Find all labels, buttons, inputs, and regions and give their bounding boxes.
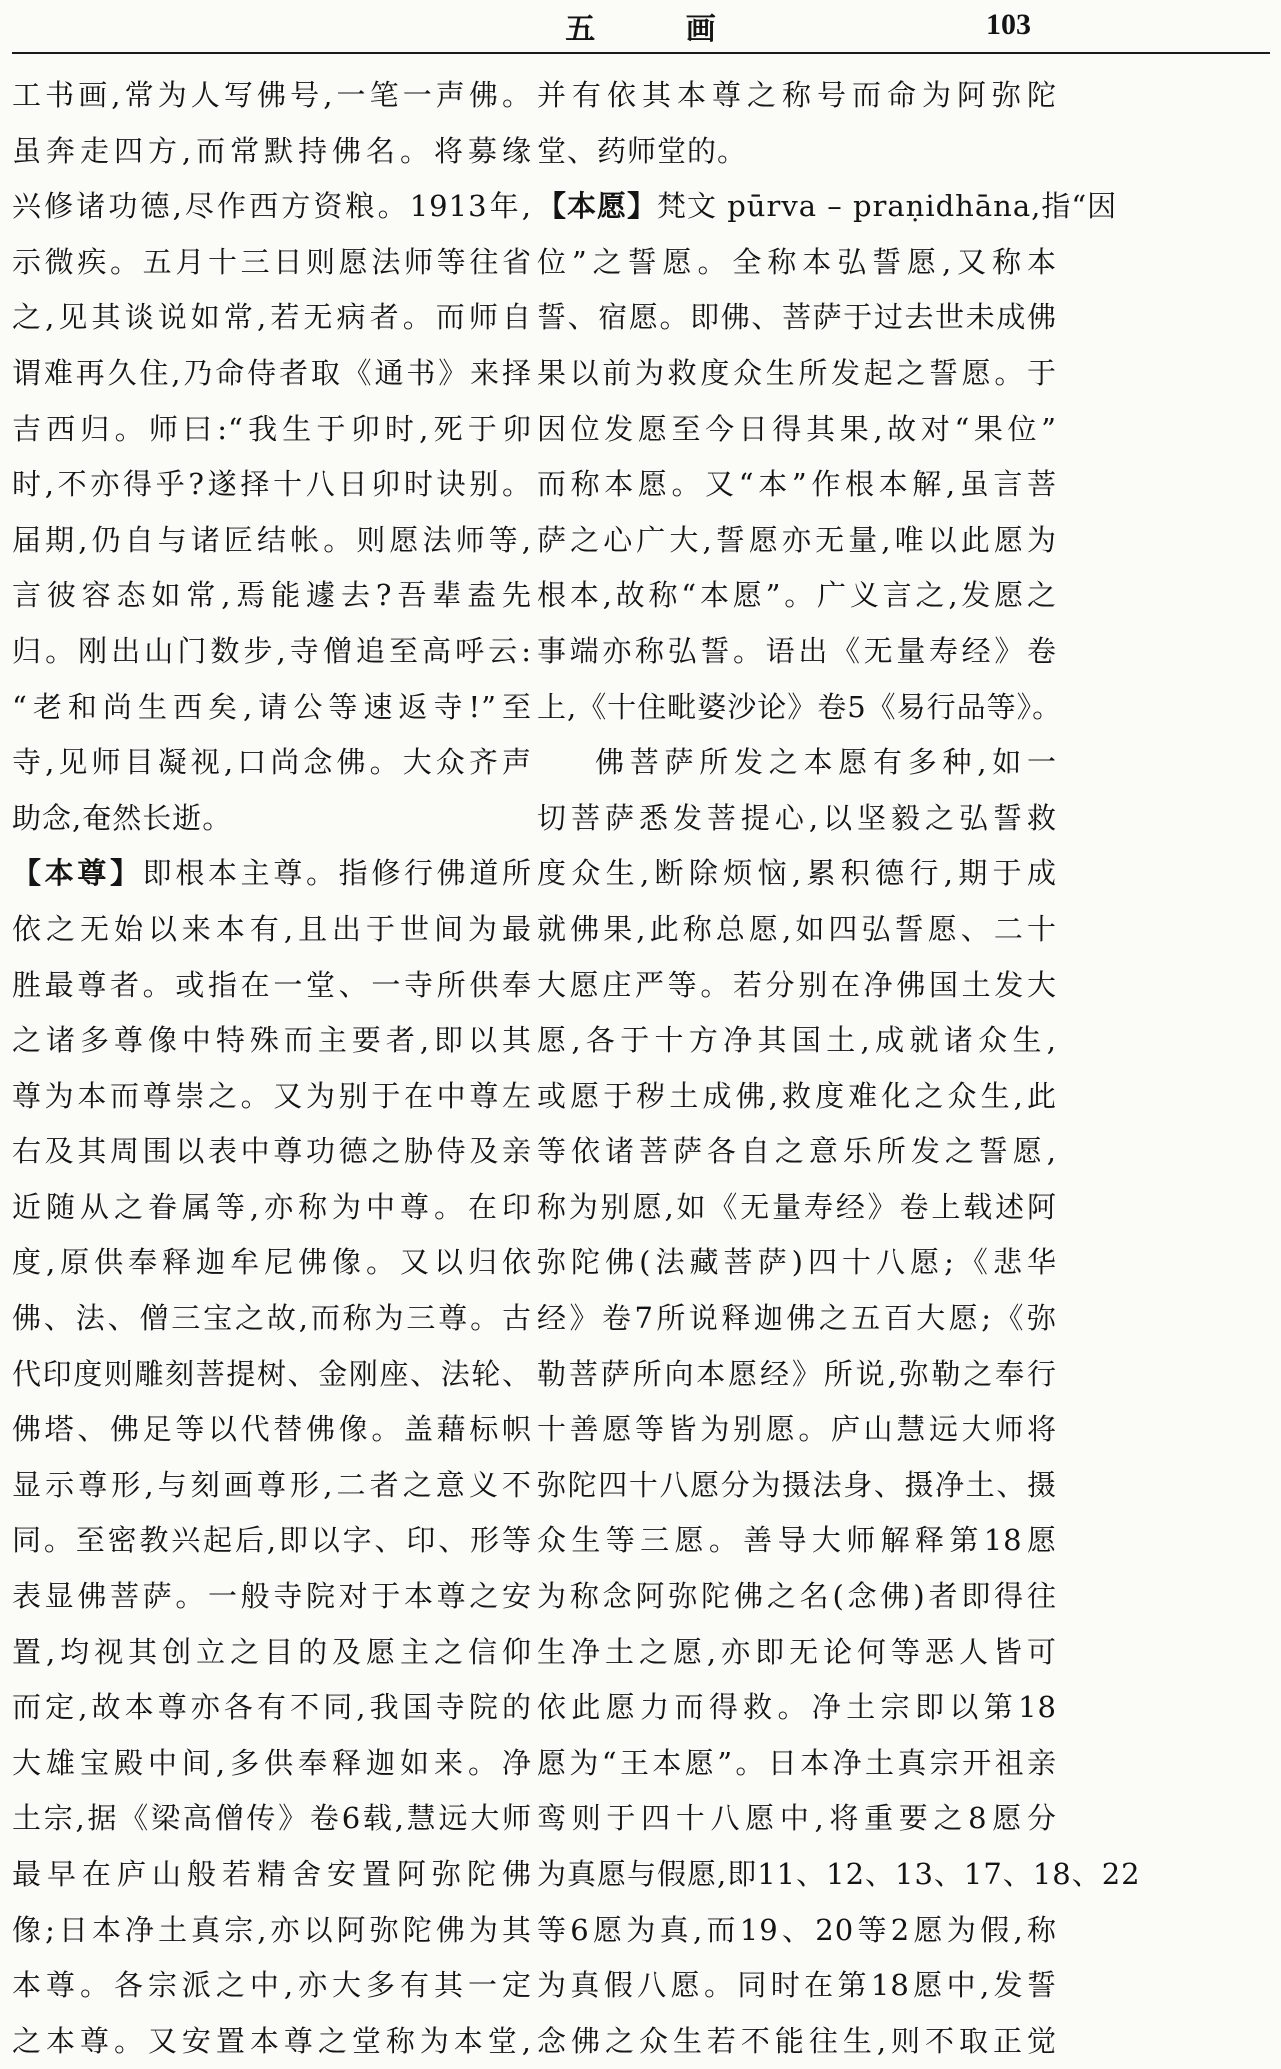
- text-line: 归。刚出山门数步,寺僧追至高呼云:: [12, 633, 532, 668]
- right-text-column: [537, 68, 1141, 2069]
- text-line: 近随从之眷属等,亦称为中尊。在印: [12, 1189, 532, 1224]
- page-title: 五 画: [565, 12, 756, 47]
- text-line: 而称本愿。又“本”作根本解,虽言菩: [537, 467, 1057, 502]
- text-line: 寺,见师目凝视,口尚念佛。大众齐声: [12, 745, 532, 780]
- text-line: 依此愿力而得救。净土宗即以第18: [537, 1690, 1057, 1725]
- text-line: 佛、法、僧三宝之故,而称为三尊。古: [12, 1301, 532, 1336]
- text-line: 大雄宝殿中间,多供奉释迦如来。净: [12, 1745, 532, 1780]
- text-line: 代印度则雕刻菩提树、金刚座、法轮、: [12, 1356, 532, 1391]
- text-line: 生净土之愿,亦即无论何等恶人皆可: [537, 1634, 1057, 1669]
- text-line: 之,见其谈说如常,若无病者。而师自: [12, 300, 532, 335]
- text-line: 度众生,断除烦恼,累积德行,期于成: [537, 856, 1057, 891]
- text-line: 谓难再久住,乃命侍者取《通书》来择: [12, 355, 532, 390]
- text-line: 果以前为救度众生所发起之誓愿。于: [537, 355, 1057, 390]
- text-line: 弥陀四十八愿分为摄法身、摄净土、摄: [537, 1467, 1057, 1502]
- left-text-column: [0, 68, 532, 2069]
- text-line: 而定,故本尊亦各有不同,我国寺院的: [12, 1690, 532, 1725]
- text-line: 同。至密教兴起后,即以字、印、形等: [12, 1523, 532, 1558]
- entry-text: 梵文 pūrva – praṇidhāna,指“因: [657, 189, 1118, 224]
- text-line: 胜最尊者。或指在一堂、一寺所供奉: [12, 967, 532, 1002]
- text-line: 之诸多尊像中特殊而主要者,即以其: [12, 1023, 532, 1058]
- text-line: 十善愿等皆为别愿。庐山慧远大师将: [537, 1412, 1057, 1447]
- text-line: 大愿庄严等。若分别在净佛国土发大: [537, 967, 1057, 1002]
- text-line: 称为别愿,如《无量寿经》卷上载述阿: [537, 1189, 1057, 1224]
- text-line: 示微疾。五月十三日则愿法师等往省: [12, 244, 532, 279]
- text-line: 鸾则于四十八愿中,将重要之8愿分: [537, 1801, 1057, 1836]
- text-line: 度,原供奉释迦牟尼佛像。又以归依: [12, 1245, 532, 1280]
- text-line: 表显佛菩萨。一般寺院对于本尊之安: [12, 1579, 532, 1614]
- text-line: 勒菩萨所向本愿经》所说,弥勒之奉行: [537, 1356, 1057, 1391]
- text-line: 为称念阿弥陀佛之名(念佛)者即得往: [537, 1579, 1057, 1614]
- text-line: 并有依其本尊之称号而命为阿弥陀: [537, 78, 1057, 112]
- text-line: 言彼容态如常,焉能遽去?吾辈盍先: [12, 578, 532, 613]
- text-line: 事端亦称弘誓。语出《无量寿经》卷: [537, 633, 1057, 668]
- text-line: 誓、宿愿。即佛、菩萨于过去世未成佛: [537, 300, 1057, 335]
- text-line: 吉西归。师曰:“我生于卯时,死于卯: [12, 411, 532, 446]
- text-line: 届期,仍自与诸匠结帐。则愿法师等,: [12, 522, 532, 557]
- text-line: 众生等三愿。善导大师解释第18愿: [537, 1523, 1057, 1558]
- text-line: 为真假八愿。同时在第18愿中,发誓: [537, 1968, 1057, 2003]
- entry-text: 即根本主尊。指修行佛道所: [142, 856, 532, 891]
- text-line: 助念,奄然长逝。: [12, 800, 233, 835]
- text-line: 切菩萨悉发菩提心,以坚毅之弘誓救: [537, 800, 1057, 835]
- text-line: 尊为本而尊崇之。又为别于在中尊左: [12, 1078, 532, 1113]
- text-line: 佛菩萨所发之本愿有多种,如一: [595, 745, 1057, 780]
- text-line: 愿为“王本愿”。日本净土真宗开祖亲: [537, 1745, 1057, 1780]
- text-line: 位”之誓愿。全称本弘誓愿,又称本: [537, 244, 1057, 279]
- text-line: 佛塔、佛足等以代替佛像。盖藉标帜: [12, 1412, 532, 1447]
- text-line: 根本,故称“本愿”。广义言之,发愿之: [537, 578, 1057, 613]
- header-divider: [12, 52, 1270, 54]
- text-line: 念佛之众生若不能往生,则不取正觉: [537, 2023, 1057, 2058]
- entry-line: [537, 179, 1118, 235]
- page-number: 103: [986, 8, 1031, 41]
- text-line: 时,不亦得乎?遂择十八日卯时诀别。: [12, 467, 532, 502]
- page-header: [0, 0, 1281, 54]
- text-line: 上,《十住毗婆沙论》卷5《易行品等》。: [537, 689, 1063, 724]
- text-line: 因位发愿至今日得其果,故对“果位”: [537, 411, 1057, 446]
- text-line: 就佛果,此称总愿,如四弘誓愿、二十: [537, 911, 1057, 946]
- text-line: 工书画,常为人写佛号,一笔一声佛。: [12, 78, 532, 112]
- text-line: 置,均视其创立之目的及愿主之信仰: [12, 1634, 532, 1669]
- text-line: 土宗,据《梁高僧传》卷6载,慧远大师: [12, 1801, 532, 1836]
- text-line: 等6愿为真,而19、20等2愿为假,称: [537, 1912, 1057, 1947]
- text-line: 本尊。各宗派之中,亦大多有其一定: [12, 1968, 532, 2003]
- text-line: 弥陀佛(法藏菩萨)四十八愿;《悲华: [537, 1245, 1057, 1280]
- text-line: 显示尊形,与刻画尊形,二者之意义不: [12, 1467, 532, 1502]
- text-line: 萨之心广大,誓愿亦无量,唯以此愿为: [537, 522, 1057, 557]
- text-line: 最早在庐山般若精舍安置阿弥陀佛: [12, 1857, 532, 1891]
- text-line: 像;日本净土真宗,亦以阿弥陀佛为其: [12, 1912, 532, 1947]
- text-line: 虽奔走四方,而常默持佛名。将募缘: [12, 133, 532, 168]
- text-line: 之本尊。又安置本尊之堂称为本堂,: [12, 2023, 532, 2058]
- text-line: “老和尚生西矣,请公等速返寺!”至: [12, 689, 532, 724]
- text-line: 经》卷7所说释迦佛之五百大愿;《弥: [537, 1301, 1057, 1336]
- text-line: 等依诸菩萨各自之意乐所发之誓愿,: [537, 1134, 1057, 1169]
- text-line: 愿,各于十方净其国土,成就诸众生,: [537, 1023, 1057, 1058]
- entry-term-benzun: 【本尊】: [12, 856, 143, 891]
- text-line: 堂、药师堂的。: [537, 133, 748, 168]
- text-line: 右及其周围以表中尊功德之胁侍及亲: [12, 1134, 532, 1169]
- entry-line: [12, 846, 532, 902]
- text-line: 或愿于秽土成佛,救度难化之众生,此: [537, 1078, 1057, 1113]
- entry-term-benyuan: 【本愿】: [537, 189, 658, 224]
- text-line: 为真愿与假愿,即11、12、13、17、18、22: [537, 1857, 1141, 1891]
- text-line: 兴修诸功德,尽作西方资粮。1913年,: [12, 189, 532, 224]
- text-line: 依之无始以来本有,且出于世间为最: [12, 911, 532, 946]
